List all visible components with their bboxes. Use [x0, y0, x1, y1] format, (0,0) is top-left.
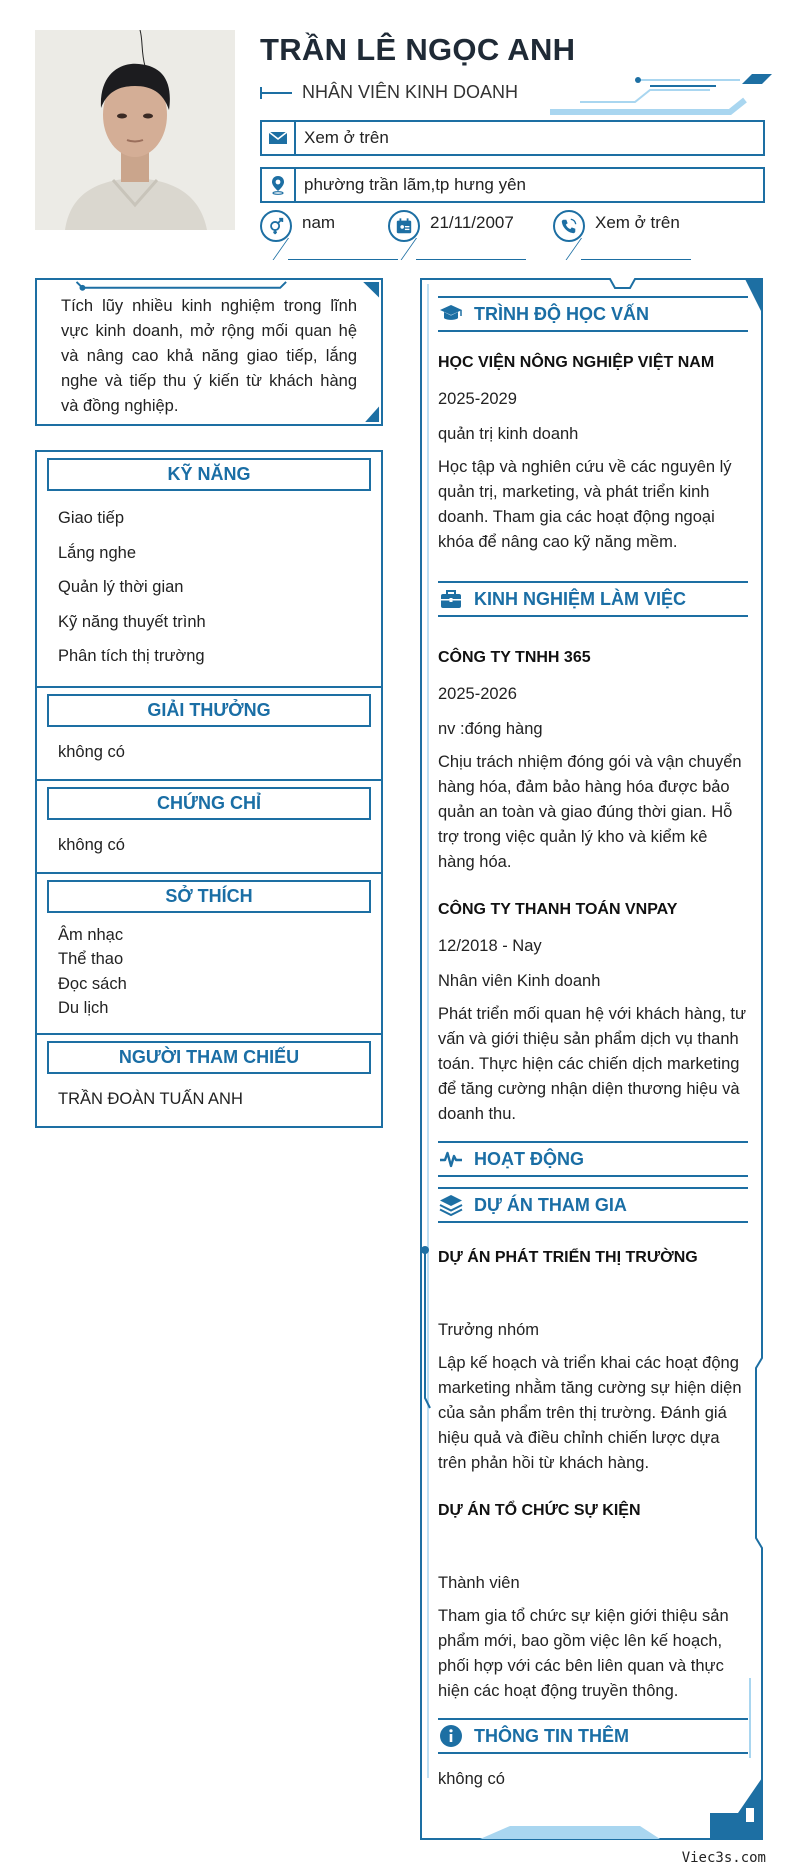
pulse-icon [438, 1146, 464, 1172]
certificates-text: không có [58, 835, 125, 854]
title-line-icon [260, 87, 292, 99]
gender-value: nam [302, 213, 336, 232]
references-text: TRẦN ĐOÀN TUẤN ANH [58, 1089, 243, 1108]
skill-item: Quản lý thời gian [58, 578, 184, 596]
right-content [438, 288, 748, 1789]
email-value: Xem ở trên [304, 128, 389, 147]
certificates-heading: CHỨNG CHỈ [47, 787, 371, 820]
experience-period: 2025-2026 [438, 685, 517, 703]
project-name: DỰ ÁN TỔ CHỨC SỰ KIỆN [438, 1502, 641, 1519]
education-major: quản trị kinh doanh [438, 425, 579, 443]
layers-icon [438, 1192, 464, 1218]
phone-field [553, 210, 680, 242]
experience-title: KINH NGHIỆM LÀM VIỆC [474, 588, 687, 609]
hobby-item: Thể thao [58, 950, 124, 968]
decorative-lines [540, 72, 772, 117]
awards-section [35, 688, 383, 781]
experience-desc: Phát triển mối quan hệ với khách hàng, tư vấn và giới thiệu sản phẩm dịch vụ thanh toán. Thực hiện các chiến dịch marketing để tăng cường nhận diện thương hiệu và doanh thu. [438, 1005, 747, 1123]
briefcase-icon [438, 586, 464, 612]
birthday-field [388, 210, 514, 242]
left-column [35, 450, 383, 1128]
projects-title: DỰ ÁN THAM GIA [474, 1194, 627, 1215]
candidate-name: TRẦN LÊ NGỌC ANH [260, 32, 576, 67]
avatar [35, 30, 235, 230]
birthday-value: 21/11/2007 [430, 213, 514, 232]
objective-text: Tích lũy nhiều kinh nghiệm trong lĩnh vực kinh doanh, mở rộng mối quan hệ và nâng cao khả năng giao tiếp, lắng nghe và tiếp thu ý kiến từ khách hàng và đồng nghiệp. [61, 297, 357, 415]
job-title: NHÂN VIÊN KINH DOANH [302, 82, 519, 102]
experience-period: 12/2018 - Nay [438, 937, 542, 955]
project-entry [438, 1500, 748, 1704]
watermark: Viec3s.com [681, 1850, 766, 1866]
career-objective [35, 278, 383, 426]
additional-info-heading [438, 1718, 748, 1754]
hobbies-section [35, 874, 383, 1035]
address-value: phường trần lãm,tp hưng yên [304, 175, 526, 194]
references-heading: NGƯỜI THAM CHIẾU [47, 1041, 371, 1074]
graduation-cap-icon [438, 301, 464, 327]
project-role: Thành viên [438, 1574, 520, 1592]
project-entry [438, 1247, 748, 1476]
school-name: HỌC VIỆN NÔNG NGHIỆP VIỆT NAM [438, 354, 715, 371]
awards-text: không có [58, 742, 125, 761]
mail-icon [262, 122, 296, 154]
hobby-item: Đọc sách [58, 974, 127, 993]
project-desc: Tham gia tổ chức sự kiện giới thiệu sản phẩm mới, bao gồm việc lên kế hoạch, phối hợp với các bên liên quan và thực hiện các hoạt động truyền thông. [438, 1607, 729, 1700]
education-title: TRÌNH ĐỘ HỌC VẤN [474, 303, 649, 324]
experience-heading [438, 581, 748, 617]
skills-heading: KỸ NĂNG [47, 458, 371, 491]
info-icon [438, 1723, 464, 1749]
experience-entry [438, 899, 748, 1127]
project-desc: Lập kế hoạch và triển khai các hoạt động marketing nhằm tăng cường sự hiện diện của sản phẩm trên thị trường. Đánh giá hiệu quả và điều chỉnh chiến lược dựa trên phản hồi từ khách hàng. [438, 1354, 742, 1472]
job-title-row [260, 82, 518, 103]
phone-value: Xem ở trên [595, 213, 680, 232]
education-entry [438, 352, 748, 555]
hobby-item: Âm nhạc [58, 925, 124, 944]
gender-field [260, 210, 335, 242]
additional-info-title: THÔNG TIN THÊM [474, 1725, 629, 1746]
certificates-section [35, 781, 383, 874]
education-period: 2025-2029 [438, 390, 517, 408]
experience-role: nv :đóng hàng [438, 720, 543, 738]
experience-entry [438, 647, 748, 875]
experience-role: Nhân viên Kinh doanh [438, 972, 601, 990]
project-role: Trưởng nhóm [438, 1321, 540, 1339]
company-name: CÔNG TY THANH TOÁN VNPAY [438, 901, 678, 918]
projects-heading [438, 1187, 748, 1223]
education-heading [438, 296, 748, 332]
address-field [260, 167, 765, 203]
additional-info-text: không có [438, 1770, 505, 1788]
awards-heading: GIẢI THƯỞNG [47, 694, 371, 727]
skill-item: Kỹ năng thuyết trình [58, 612, 206, 631]
skill-item: Phân tích thị trường [58, 647, 205, 665]
references-section [35, 1035, 383, 1128]
activities-title: HOẠT ĐỘNG [474, 1148, 584, 1169]
experience-desc: Chịu trách nhiệm đóng gói và vận chuyển hàng hóa, đảm bảo hàng hóa được bảo quản an toàn và giao đúng thời gian. Hỗ trợ trong việc quản lý kho và kiểm kê hàng hóa. [438, 753, 742, 871]
education-desc: Học tập và nghiên cứu về các nguyên lý quản trị, marketing, và phát triển kinh doanh. Tham gia các hoạt động ngoại khóa để nâng cao kỹ năng mềm. [438, 458, 732, 551]
company-name: CÔNG TY TNHH 365 [438, 649, 591, 666]
activities-heading [438, 1141, 748, 1177]
location-pin-icon [262, 169, 296, 201]
skill-item: Lắng nghe [58, 543, 136, 562]
hobbies-heading: SỞ THÍCH [47, 880, 371, 913]
email-field [260, 120, 765, 156]
skill-item: Giao tiếp [58, 509, 125, 527]
skills-section [35, 450, 383, 688]
right-column [420, 278, 763, 1840]
hobby-item: Du lịch [58, 999, 109, 1017]
project-name: DỰ ÁN PHÁT TRIỂN THỊ TRƯỜNG [438, 1249, 698, 1266]
